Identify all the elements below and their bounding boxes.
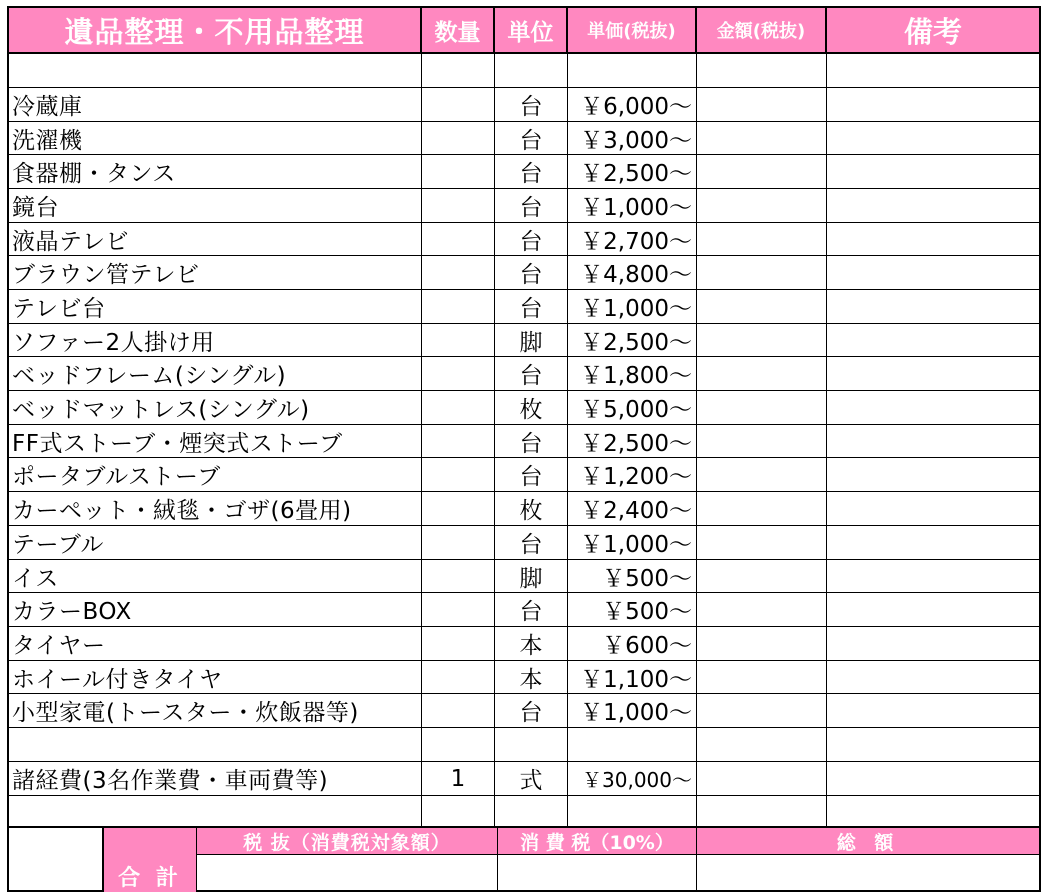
expenses-name: 諸経費(3名作業費・車両費等) bbox=[9, 762, 422, 795]
cell-blank bbox=[568, 728, 697, 761]
table-row bbox=[9, 492, 1039, 526]
item-qty bbox=[422, 694, 495, 727]
cell-blank bbox=[827, 796, 1039, 826]
item-notes bbox=[827, 425, 1039, 457]
item-notes bbox=[827, 391, 1039, 424]
item-price: ￥1,100～ bbox=[568, 661, 697, 693]
item-amount bbox=[697, 526, 827, 559]
item-notes bbox=[827, 492, 1039, 525]
item-notes bbox=[827, 661, 1039, 693]
table-row bbox=[9, 155, 1039, 189]
item-qty bbox=[422, 560, 495, 592]
header-unit: 単位 bbox=[495, 8, 568, 52]
table-row-blank bbox=[9, 54, 1039, 88]
expenses-unit: 式 bbox=[495, 762, 568, 795]
item-amount bbox=[697, 223, 827, 255]
item-qty bbox=[422, 223, 495, 255]
item-amount bbox=[697, 290, 827, 323]
item-name: 食器棚・タンス bbox=[9, 155, 422, 188]
item-qty bbox=[422, 290, 495, 323]
item-amount bbox=[697, 189, 827, 222]
item-amount bbox=[697, 458, 827, 491]
cell-blank bbox=[9, 54, 422, 87]
table-row bbox=[9, 627, 1039, 661]
item-amount bbox=[697, 122, 827, 154]
item-price: ￥5,000～ bbox=[568, 391, 697, 424]
cell-blank bbox=[827, 54, 1039, 87]
tax-value bbox=[498, 855, 697, 892]
item-notes bbox=[827, 256, 1039, 289]
table-row bbox=[9, 425, 1039, 458]
expenses-qty: 1 bbox=[422, 762, 495, 795]
item-notes bbox=[827, 223, 1039, 255]
item-amount bbox=[697, 88, 827, 121]
table-row bbox=[9, 88, 1039, 122]
item-amount bbox=[697, 694, 827, 727]
header-title: 遺品整理・不用品整理 bbox=[9, 8, 422, 52]
table-row bbox=[9, 391, 1039, 425]
table-row-blank bbox=[9, 728, 1039, 762]
item-name: ブラウン管テレビ bbox=[9, 256, 422, 289]
item-qty bbox=[422, 391, 495, 424]
item-unit: 台 bbox=[495, 694, 568, 727]
item-amount bbox=[697, 155, 827, 188]
table-row bbox=[9, 357, 1039, 391]
item-qty bbox=[422, 492, 495, 525]
item-name: 液晶テレビ bbox=[9, 223, 422, 255]
item-qty bbox=[422, 593, 495, 626]
cell-blank bbox=[495, 728, 568, 761]
item-amount bbox=[697, 492, 827, 525]
item-unit: 枚 bbox=[495, 492, 568, 525]
item-price: ￥4,800～ bbox=[568, 256, 697, 289]
item-unit: 台 bbox=[495, 256, 568, 289]
item-price: ￥1,000～ bbox=[568, 189, 697, 222]
table-row-blank bbox=[9, 796, 1039, 826]
item-price: ￥1,000～ bbox=[568, 526, 697, 559]
item-notes bbox=[827, 694, 1039, 727]
cell-blank bbox=[495, 54, 568, 87]
item-unit: 台 bbox=[495, 189, 568, 222]
item-amount bbox=[697, 324, 827, 356]
item-unit: 枚 bbox=[495, 391, 568, 424]
item-amount bbox=[697, 425, 827, 457]
item-name: ポータブルストーブ bbox=[9, 458, 422, 491]
item-unit: 台 bbox=[495, 290, 568, 323]
item-notes bbox=[827, 526, 1039, 559]
item-notes bbox=[827, 189, 1039, 222]
item-unit: 台 bbox=[495, 357, 568, 390]
item-name: カラーBOX bbox=[9, 593, 422, 626]
item-notes bbox=[827, 458, 1039, 491]
expenses-price: ￥30,000～ bbox=[568, 762, 697, 795]
item-qty bbox=[422, 627, 495, 660]
item-qty bbox=[422, 324, 495, 356]
item-price: ￥2,700～ bbox=[568, 223, 697, 255]
cell-blank bbox=[9, 728, 422, 761]
item-name: 鏡台 bbox=[9, 189, 422, 222]
item-price: ￥1,000～ bbox=[568, 694, 697, 727]
cell-blank bbox=[422, 54, 495, 87]
table-row bbox=[9, 694, 1039, 728]
item-amount bbox=[697, 357, 827, 390]
table-row bbox=[9, 256, 1039, 290]
table-row bbox=[9, 526, 1039, 560]
item-name: ベッドフレーム(シングル) bbox=[9, 357, 422, 390]
cell-blank bbox=[495, 796, 568, 826]
item-name: ベッドマットレス(シングル) bbox=[9, 391, 422, 424]
table-row bbox=[9, 122, 1039, 155]
table-row bbox=[9, 661, 1039, 694]
item-name: カーペット・絨毯・ゴザ(6畳用) bbox=[9, 492, 422, 525]
item-notes bbox=[827, 155, 1039, 188]
item-unit: 台 bbox=[495, 458, 568, 491]
item-name: ホイール付きタイヤ bbox=[9, 661, 422, 693]
table-row bbox=[9, 290, 1039, 324]
item-name: 冷蔵庫 bbox=[9, 88, 422, 121]
item-notes bbox=[827, 593, 1039, 626]
cell-blank bbox=[9, 796, 422, 826]
item-name: タイヤー bbox=[9, 627, 422, 660]
item-unit: 脚 bbox=[495, 560, 568, 592]
item-unit: 台 bbox=[495, 88, 568, 121]
item-price: ￥3,000～ bbox=[568, 122, 697, 154]
item-qty bbox=[422, 425, 495, 457]
expenses-notes bbox=[827, 762, 1039, 795]
item-notes bbox=[827, 357, 1039, 390]
item-notes bbox=[827, 122, 1039, 154]
pretax-label: 税 抜（消費税対象額） bbox=[197, 828, 498, 854]
item-unit: 台 bbox=[495, 593, 568, 626]
expenses-amount bbox=[697, 762, 827, 795]
cell-blank bbox=[422, 796, 495, 826]
item-amount bbox=[697, 391, 827, 424]
table-row-expenses bbox=[9, 762, 1039, 796]
item-notes bbox=[827, 627, 1039, 660]
header-notes: 備考 bbox=[827, 8, 1039, 52]
cell-blank bbox=[697, 796, 827, 826]
table-row bbox=[9, 560, 1039, 593]
item-qty bbox=[422, 88, 495, 121]
item-price: ￥1,200～ bbox=[568, 458, 697, 491]
item-unit: 台 bbox=[495, 223, 568, 255]
item-qty bbox=[422, 357, 495, 390]
item-amount bbox=[697, 560, 827, 592]
item-name: テーブル bbox=[9, 526, 422, 559]
header-amount: 金額(税抜) bbox=[697, 8, 827, 52]
item-name: 小型家電(トースター・炊飯器等) bbox=[9, 694, 422, 727]
item-price: ￥2,500～ bbox=[568, 324, 697, 356]
table-row bbox=[9, 458, 1039, 492]
item-unit: 台 bbox=[495, 526, 568, 559]
item-name: テレビ台 bbox=[9, 290, 422, 323]
item-name: イス bbox=[9, 560, 422, 592]
cell-blank bbox=[827, 728, 1039, 761]
grand-total-label: 総 額 bbox=[697, 828, 1039, 854]
item-qty bbox=[422, 526, 495, 559]
item-amount bbox=[697, 661, 827, 693]
item-notes bbox=[827, 324, 1039, 356]
item-qty bbox=[422, 661, 495, 693]
item-amount bbox=[697, 627, 827, 660]
item-price: ￥6,000～ bbox=[568, 88, 697, 121]
item-price: ￥600～ bbox=[568, 627, 697, 660]
totals-section bbox=[9, 826, 1039, 892]
tax-label: 消 費 税（10%） bbox=[498, 828, 697, 854]
item-price: ￥2,400～ bbox=[568, 492, 697, 525]
item-name: 洗濯機 bbox=[9, 122, 422, 154]
item-unit: 台 bbox=[495, 122, 568, 154]
item-qty bbox=[422, 458, 495, 491]
item-price: ￥1,800～ bbox=[568, 357, 697, 390]
item-unit: 脚 bbox=[495, 324, 568, 356]
item-price: ￥2,500～ bbox=[568, 155, 697, 188]
item-name: ソファー2人掛け用 bbox=[9, 324, 422, 356]
pretax-value bbox=[197, 855, 498, 892]
item-notes bbox=[827, 290, 1039, 323]
item-price: ￥2,500～ bbox=[568, 425, 697, 457]
item-amount bbox=[697, 593, 827, 626]
item-qty bbox=[422, 256, 495, 289]
item-notes bbox=[827, 560, 1039, 592]
item-unit: 本 bbox=[495, 627, 568, 660]
total-label: 合 計 bbox=[104, 828, 197, 892]
table-row bbox=[9, 593, 1039, 627]
header-unit-price: 単価(税抜) bbox=[568, 8, 697, 52]
item-qty bbox=[422, 122, 495, 154]
table-row bbox=[9, 223, 1039, 256]
cell-blank bbox=[697, 728, 827, 761]
grand-total-value bbox=[697, 855, 1039, 892]
item-qty bbox=[422, 155, 495, 188]
table-row bbox=[9, 324, 1039, 357]
item-amount bbox=[697, 256, 827, 289]
header-qty: 数量 bbox=[422, 8, 495, 52]
item-qty bbox=[422, 189, 495, 222]
item-unit: 台 bbox=[495, 155, 568, 188]
cell-blank bbox=[422, 728, 495, 761]
cell-blank bbox=[568, 54, 697, 87]
cell-blank bbox=[568, 796, 697, 826]
item-notes bbox=[827, 88, 1039, 121]
table-row bbox=[9, 189, 1039, 223]
item-price: ￥1,000～ bbox=[568, 290, 697, 323]
cell-blank bbox=[697, 54, 827, 87]
totals-blank bbox=[9, 828, 104, 892]
item-unit: 本 bbox=[495, 661, 568, 693]
item-unit: 台 bbox=[495, 425, 568, 457]
item-price: ￥500～ bbox=[568, 560, 697, 592]
item-price: ￥500～ bbox=[568, 593, 697, 626]
item-name: FF式ストーブ・煙突式ストーブ bbox=[9, 425, 422, 457]
estimate-sheet bbox=[7, 6, 1041, 892]
